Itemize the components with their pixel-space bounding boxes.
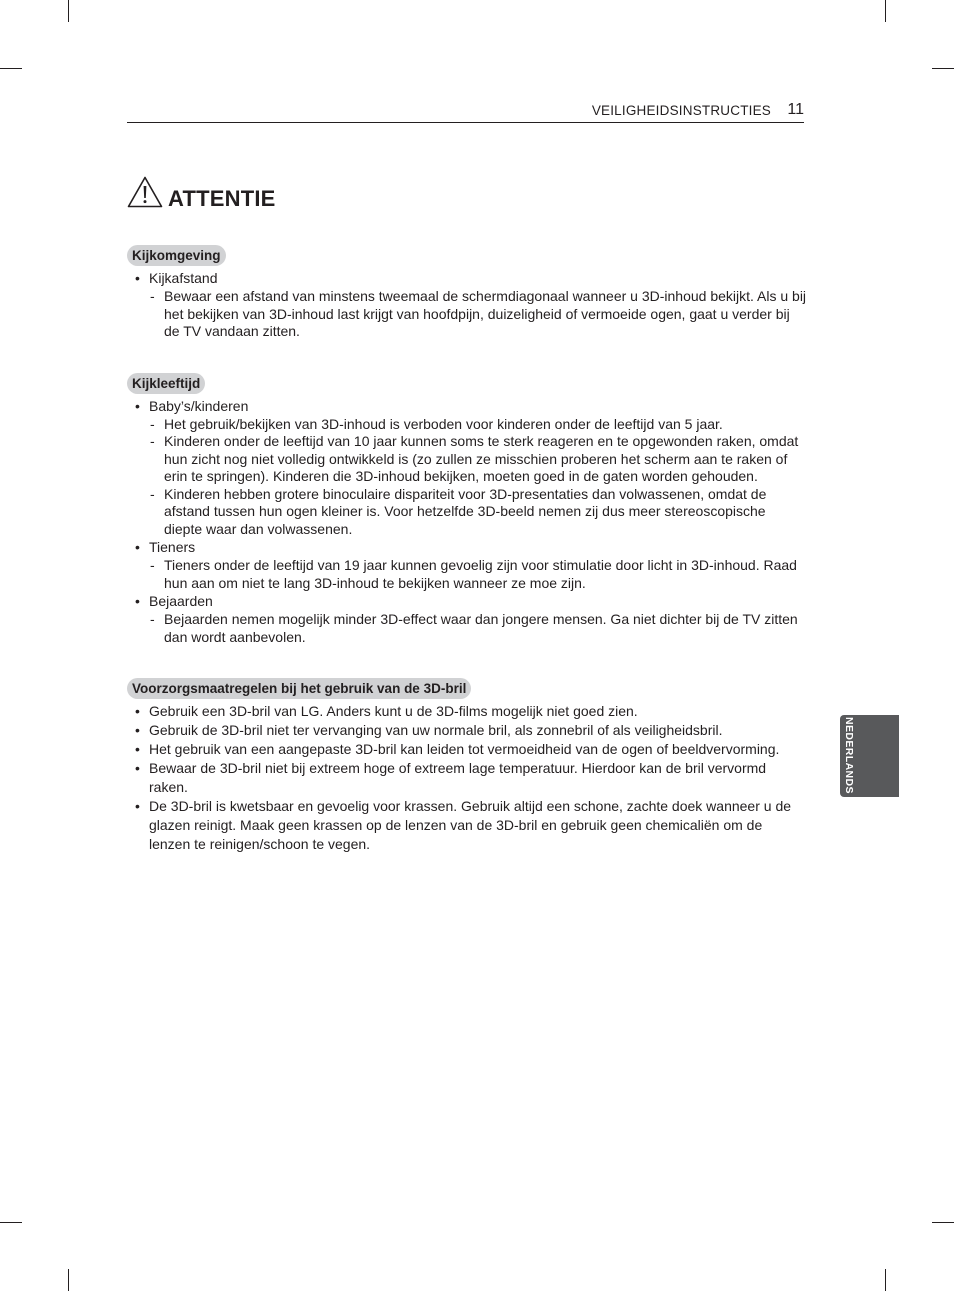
bullet-marker: • — [135, 593, 140, 609]
bullet-list — [127, 702, 807, 854]
crop-mark — [68, 0, 69, 22]
sub-list-item-text: Bejaarden nemen mogelijk minder 3D-effect waar dan jongere mensen. Ga niet dichter bij de TV zitten dan wordt aanbevolen. — [164, 611, 798, 645]
running-header — [127, 100, 804, 123]
list-item — [127, 721, 807, 740]
bullet-list — [127, 397, 807, 647]
list-item — [127, 759, 807, 797]
list-item-text: Gebruik de 3D-bril niet ter vervanging van uw normale bril, als zonnebril of als veiligheidsbril. — [149, 722, 723, 738]
list-item — [127, 797, 807, 854]
bullet-marker: • — [135, 722, 140, 738]
dash-marker: - — [150, 433, 155, 449]
section-heading: Kijkomgeving — [127, 245, 226, 266]
crop-mark — [885, 0, 886, 22]
list-item-text: Kijkafstand — [149, 270, 218, 286]
list-item-text: Bejaarden — [149, 593, 213, 609]
bullet-marker: • — [135, 703, 140, 719]
bullet-marker: • — [135, 539, 140, 555]
list-item — [127, 740, 807, 759]
bullet-marker: • — [135, 270, 140, 286]
sub-list-item — [149, 288, 807, 341]
sub-list-item — [149, 416, 807, 434]
main-content — [127, 245, 807, 886]
sub-list-item-text: Het gebruik/bekijken van 3D-inhoud is verboden voor kinderen onder de leeftijd van 5 jaar. — [164, 415, 723, 432]
bullet-marker: • — [135, 397, 140, 414]
sub-list — [149, 557, 807, 592]
list-item-text: De 3D-bril is kwetsbaar en gevoelig voor krassen. Gebruik altijd een schone, zachte doek wanneer u de glazen reinigt. Maak geen krassen op de lenzen van de 3D-bril en gebruik geen chemicaliën om de lenzen te reinigen/schoon te vegen. — [149, 798, 792, 852]
list-item — [127, 702, 807, 721]
dash-marker: - — [150, 415, 155, 432]
sub-list-item-text: Kinderen onder de leeftijd van 10 jaar kunnen soms te sterk reageren en te opgewonden raken, omdat hun zicht nog niet volledig ontwikkeld is (zo zullen ze misschien proberen het scherm aan te raken of erin te springen). Kinderen die 3D-inhoud bekijken, moeten goed in de gaten worden gehouden. — [164, 433, 799, 484]
dash-marker: - — [150, 611, 155, 627]
sub-list-item-text: Kinderen hebben grotere binoculaire dispariteit voor 3D-presentaties dan volwassenen, omdat de afstand tussen hun ogen kleiner is. Voor hetzelfde 3D-beeld nemen zij dus meer stereoscopische diepte waar dan volwassenen. — [164, 485, 767, 537]
bullet-marker: • — [135, 798, 140, 814]
section-3d-bril — [127, 678, 807, 854]
list-item — [127, 269, 807, 341]
list-item-text: Gebruik een 3D-bril van LG. Anders kunt u de 3D-films mogelijk niet goed zien. — [149, 703, 638, 719]
page-title: ATTENTIE — [168, 186, 276, 211]
sub-list — [149, 416, 807, 539]
language-tab-label: NEDERLANDS — [843, 717, 855, 794]
list-item-text: Baby’s/kinderen — [149, 397, 249, 414]
section-heading: Kijkleeftijd — [127, 373, 205, 394]
crop-mark — [68, 1269, 69, 1291]
list-item-text: Bewaar de 3D-bril niet bij extreem hoge of extreem lage temperatuur. Hierdoor kan de bril vervormd raken. — [149, 760, 767, 795]
bullet-list — [127, 269, 807, 341]
crop-mark — [0, 68, 22, 69]
section-kijkleeftijd — [127, 373, 807, 647]
section-kijkomgeving — [127, 245, 807, 341]
crop-mark — [932, 1222, 954, 1223]
crop-mark — [932, 68, 954, 69]
sub-list-item — [149, 557, 807, 592]
crop-mark — [885, 1269, 886, 1291]
section-heading: Voorzorgsmaatregelen bij het gebruik van de 3D-bril — [127, 678, 471, 699]
sub-list-item — [149, 486, 807, 539]
sub-list-item-text: Bewaar een afstand van minstens tweemaal de schermdiagonaal wanneer u 3D-inhoud bekijkt. Als u bij het bekijken van 3D-inhoud last krijgt van hoofdpijn, duizeligheid of vermoeide ogen, gaat u verder bij de TV vandaan zitten. — [164, 288, 807, 339]
sub-list-item — [149, 611, 807, 646]
dash-marker: - — [150, 557, 155, 573]
list-item — [127, 538, 807, 592]
language-tab — [840, 715, 899, 797]
bullet-marker: • — [135, 741, 140, 757]
page-number: 11 — [787, 101, 804, 118]
sub-list-item-text: Tieners onder de leeftijd van 19 jaar kunnen gevoelig zijn voor stimulatie door licht in 3D-inhoud. Raad hun aan om niet te lang 3D-inhoud te bekijken wanneer ze moe zijn. — [164, 557, 797, 591]
sub-list-item — [149, 433, 807, 486]
sub-list — [149, 611, 807, 646]
list-item-text: Het gebruik van een aangepaste 3D-bril kan leiden tot vermoeidheid van de ogen of beeldvervorming. — [149, 741, 780, 757]
sub-list — [149, 288, 807, 341]
list-item — [127, 397, 807, 539]
bullet-marker: • — [135, 760, 140, 776]
list-item — [127, 592, 807, 646]
warning-triangle-icon — [127, 176, 163, 208]
crop-mark — [0, 1222, 22, 1223]
header-section-title: VEILIGHEIDSINSTRUCTIES — [591, 103, 771, 118]
list-item-text: Tieners — [149, 539, 196, 555]
dash-marker: - — [150, 485, 155, 502]
dash-marker: - — [150, 288, 155, 304]
